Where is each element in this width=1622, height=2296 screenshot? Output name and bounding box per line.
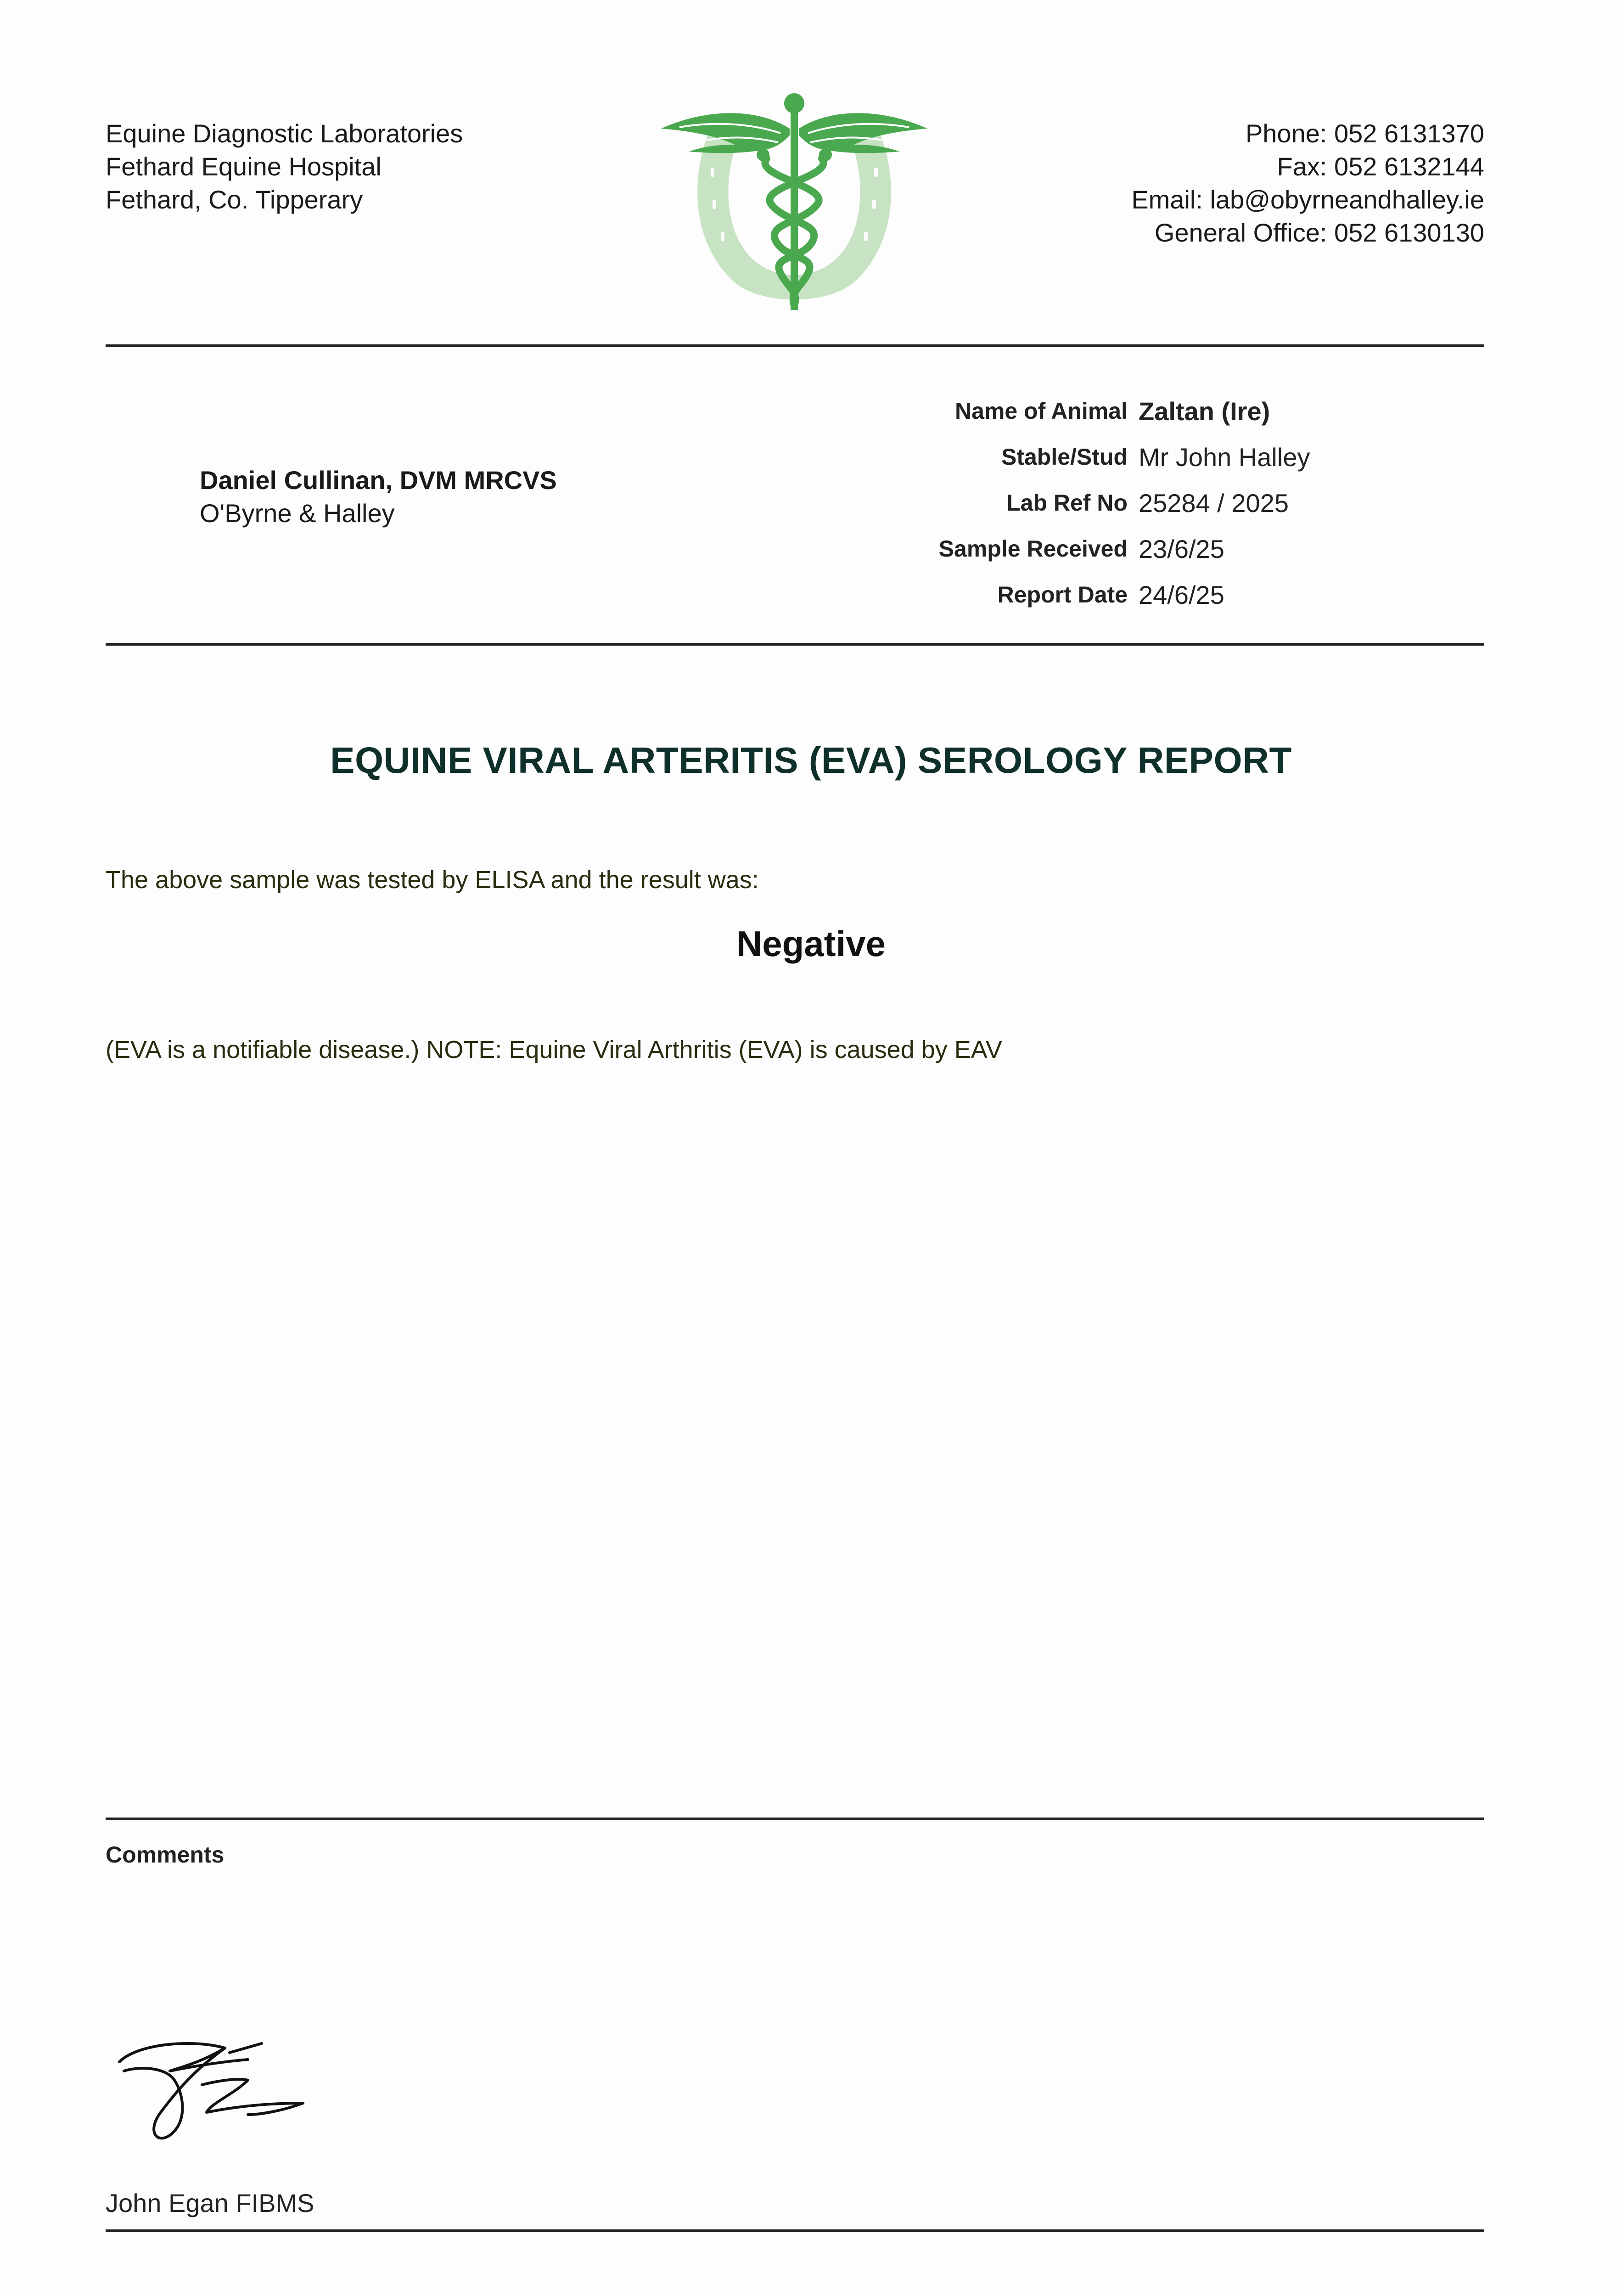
disease-note: (EVA is a notifiable disease.) NOTE: Equine Viral Arthritis (EVA) is caused by EAV — [106, 1036, 1002, 1064]
detail-value: 25284 / 2025 — [1139, 488, 1289, 518]
test-intro: The above sample was tested by ELISA and the result was: — [106, 866, 759, 894]
test-result: Negative — [736, 923, 886, 964]
detail-value: Mr John Halley — [1139, 442, 1310, 472]
vet-name: Daniel Cullinan, DVM MRCVS — [200, 466, 557, 495]
signature-image — [110, 2034, 340, 2154]
details-divider — [106, 643, 1484, 646]
addressee — [200, 464, 557, 530]
lab-address — [106, 117, 463, 216]
comments-divider — [106, 1818, 1484, 1820]
lab-name: Equine Diagnostic Laboratories — [106, 119, 463, 148]
lab-contact — [1131, 117, 1484, 249]
detail-row-lab-ref — [780, 480, 1423, 526]
detail-row-stable — [780, 434, 1423, 480]
detail-label: Report Date — [997, 582, 1128, 608]
detail-value: Zaltan (Ire) — [1139, 396, 1270, 426]
caduceus-horseshoe-logo — [661, 90, 927, 315]
header-divider — [106, 344, 1484, 347]
general-office-number: General Office: 052 6130130 — [1154, 218, 1484, 247]
phone-number: Phone: 052 6131370 — [1245, 119, 1484, 148]
lab-hospital: Fethard Equine Hospital — [106, 152, 382, 181]
detail-value: 23/6/25 — [1139, 534, 1224, 563]
detail-label: Name of Animal — [954, 398, 1128, 424]
detail-row-sample-received — [780, 526, 1423, 572]
lab-location: Fethard, Co. Tipperary — [106, 185, 363, 214]
detail-label: Stable/Stud — [1001, 444, 1128, 470]
signatory-name: John Egan FIBMS — [106, 2189, 314, 2217]
footer-divider — [106, 2229, 1484, 2232]
vet-practice: O'Byrne & Halley — [200, 499, 395, 528]
fax-number: Fax: 052 6132144 — [1277, 152, 1484, 181]
report-title: EQUINE VIRAL ARTERITIS (EVA) SEROLOGY REPORT — [330, 740, 1292, 781]
detail-label: Sample Received — [938, 536, 1128, 562]
comments-label: Comments — [106, 1842, 224, 1868]
detail-row-animal — [780, 388, 1423, 434]
sample-details — [780, 388, 1423, 618]
email-address: Email: lab@obyrneandhalley.ie — [1131, 185, 1484, 214]
detail-row-report-date — [780, 572, 1423, 618]
detail-label: Lab Ref No — [1006, 490, 1128, 516]
detail-value: 24/6/25 — [1139, 580, 1224, 609]
